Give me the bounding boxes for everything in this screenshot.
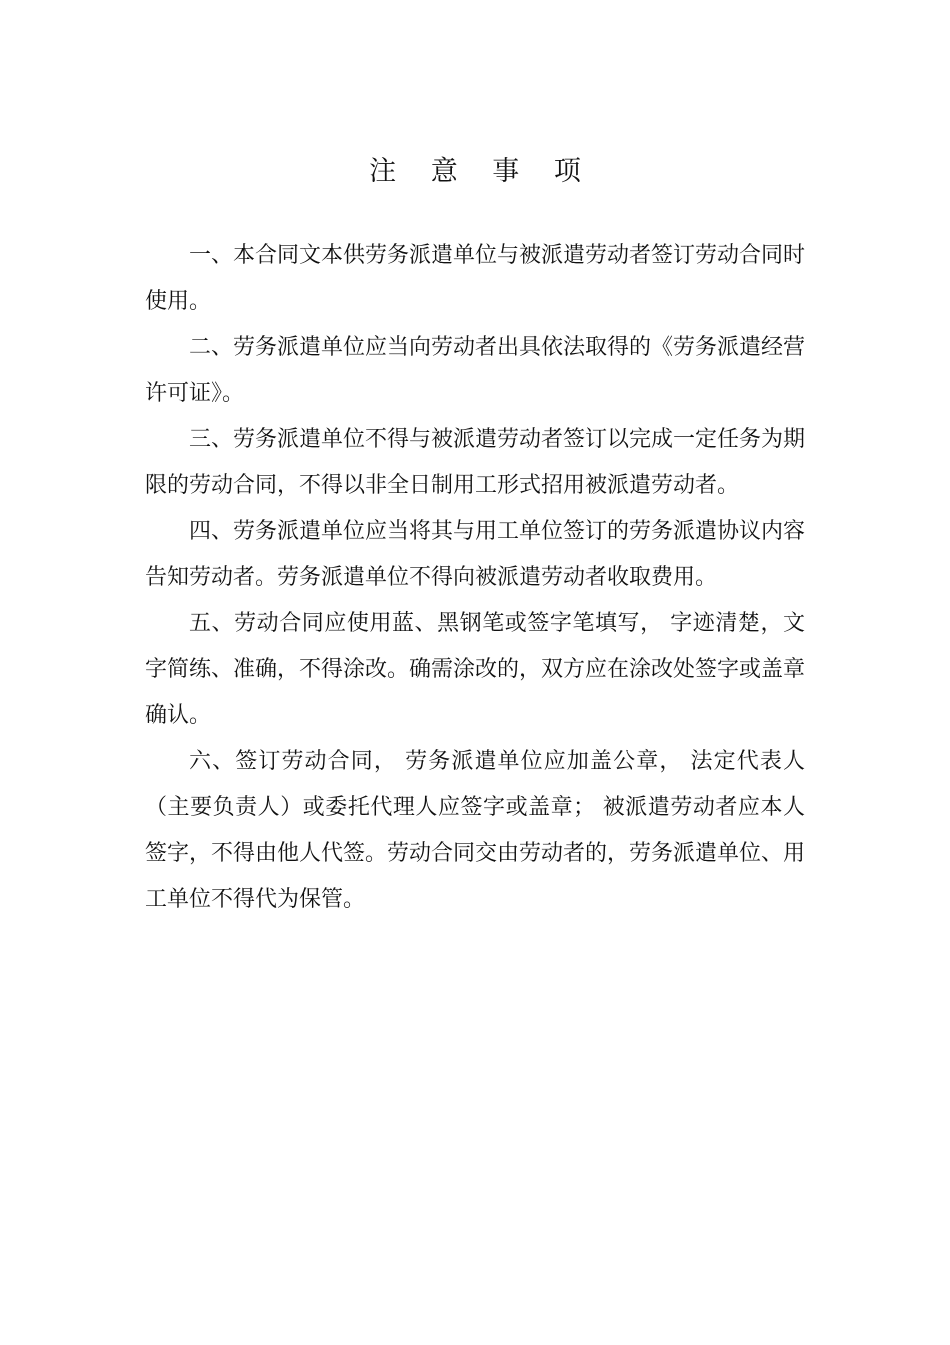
notice-item-5: 五、劳动合同应使用蓝、黑钢笔或签字笔填写， 字迹清楚，文字简练、准确，不得涂改。确需涂改的，双方应在涂改处签字或盖章确认。 [145, 611, 806, 728]
notice-item-1: 一、本合同文本供劳务派遣单位与被派遣劳动者签订劳动合同时使用。 [145, 243, 806, 314]
page-title: 注 意 事 项 [369, 156, 594, 187]
notice-item-4: 四、劳务派遣单位应当将其与用工单位签订的劳务派遣协议内容告知劳动者。劳务派遣单位不得向被派遣劳动者收取费用。 [145, 519, 806, 590]
notice-item-3: 三、劳务派遣单位不得与被派遣劳动者签订以完成一定任务为期限的劳动合同，不得以非全日制用工形式招用被派遣劳动者。 [145, 427, 806, 498]
notice-item-2: 二、劳务派遣单位应当向劳动者出具依法取得的《劳务派遣经营许可证》。 [145, 335, 806, 406]
notice-body [145, 233, 805, 923]
notice-item-6: 六、签订劳动合同， 劳务派遣单位应加盖公章， 法定代表人（主要负责人）或委托代理人应签字或盖章； 被派遣劳动者应本人签字，不得由他人代签。劳动合同交由劳动者的，劳务派遣单位、用工单位不得代为保管。 [145, 749, 806, 912]
